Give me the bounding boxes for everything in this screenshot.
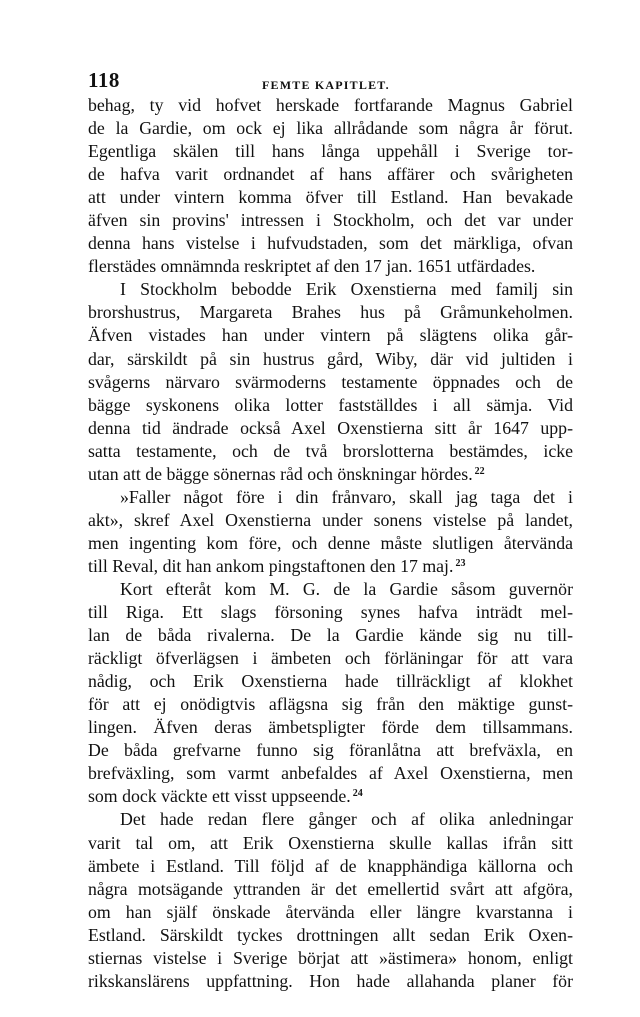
line-text: de hafva varit ordnandet af hans affärer och svårigheten (88, 164, 573, 185)
line-text: utan att de bägge sönernas råd och önskningar hördes. (88, 463, 473, 484)
text-line (88, 670, 573, 693)
text-line (88, 647, 573, 670)
line-text: satta testamente, och de två brorslotterna bestämdes, icke (88, 440, 573, 461)
line-text: som dock väckte ett visst uppseende. (88, 786, 351, 807)
line-text: akt», skref Axel Oxenstierna under sonens vistelse på landet, (88, 509, 573, 530)
text-line (88, 832, 573, 855)
text-line (88, 209, 573, 232)
text-line (88, 855, 573, 878)
line-text: Det hade redan flere gånger och af olika anledningar (120, 809, 573, 830)
line-text: brefväxling, som varmt anbefaldes af Axel Oxenstierna, men (88, 763, 573, 784)
line-text: men ingenting kom före, och denne måste slutligen återvända (88, 532, 573, 553)
text-line (88, 486, 573, 509)
text-line (88, 163, 573, 186)
footnote-marker: 24 (352, 788, 363, 800)
line-text: »Faller något före i din frånvaro, skall jag taga det i (120, 486, 573, 507)
line-text: bägge syskonens olika lotter fastställdes i all sämja. Vid (88, 394, 573, 415)
line-text: brorshustrus, Margareta Brahes hus på Gråmunkeholmen. (88, 302, 573, 323)
footnote-marker: 22 (474, 465, 485, 477)
text-line (88, 301, 573, 324)
text-line (88, 186, 573, 209)
text-line (88, 324, 573, 347)
line-text: stiernas vistelse i Sverige börjat att »ästimera» honom, enligt (88, 947, 573, 968)
line-text: lingen. Äfven deras ämbetspligter förde dem tillsammans. (88, 717, 573, 738)
line-text: några motsägande yttranden är det emellertid svårt att afgöra, (88, 878, 573, 899)
running-head: FEMTE KAPITLET. (262, 78, 390, 92)
text-line (88, 255, 573, 278)
line-text: nådig, och Erik Oxenstierna hade tillräckligt af klokhet (88, 671, 573, 692)
line-text: Egentliga skälen till hans långa uppehåll i Sverige tor- (88, 141, 573, 162)
line-text: räckligt öfverlägsen i ämbeten och förläningar för att vara (88, 648, 573, 669)
page-number: 118 (88, 68, 120, 92)
line-text: lan de båda rivalerna. De la Gardie kände sig nu till- (88, 625, 573, 646)
line-text: svågerns närvaro svärmoderns testamente öppnades och de (88, 371, 573, 392)
line-text: I Stockholm bebodde Erik Oxenstierna med familj sin (120, 279, 573, 300)
text-line (88, 970, 573, 993)
text-line (88, 578, 573, 601)
text-line (88, 878, 573, 901)
text-line (88, 232, 573, 255)
line-text: om han själf önskade återvända eller längre kvarstanna i (88, 901, 573, 922)
text-line (88, 117, 573, 140)
line-text: varit tal om, att Erik Oxenstierna skulle kallas ifrån sitt (88, 832, 573, 853)
text-line (88, 924, 573, 947)
text-line (88, 278, 573, 301)
text-line (88, 94, 573, 117)
line-text: ämbete i Estland. Till följd af de knapphändiga källorna och (88, 855, 573, 876)
line-text: äfven sin provins' intressen i Stockholm, och det var under (88, 210, 573, 231)
line-text: Estland. Särskildt tyckes drottningen allt sedan Erik Oxen- (88, 924, 573, 945)
text-line (88, 693, 573, 716)
text-line (88, 947, 573, 970)
text-line (88, 624, 573, 647)
text-line (88, 440, 573, 463)
line-text: rikskanslärens uppfattning. Hon hade allahanda planer för (88, 970, 573, 991)
text-line (88, 140, 573, 163)
text-line (88, 532, 573, 555)
text-line (88, 901, 573, 924)
text-line (88, 601, 573, 624)
text-line (88, 394, 573, 417)
line-text: behag, ty vid hofvet herskade fortfarande Magnus Gabriel (88, 95, 573, 115)
text-line (88, 762, 573, 785)
line-text: för att ej onödigtvis aflägsna sig från den mäktige gunst- (88, 694, 573, 715)
line-text: till Reval, dit han ankom pingstaftonen den 17 maj. (88, 555, 454, 576)
line-text: de la Gardie, om ock ej lika allrådande som några år förut. (88, 118, 573, 139)
text-line (88, 716, 573, 739)
line-text: denna tid ändrade också Axel Oxenstierna sitt år 1647 upp- (88, 417, 573, 438)
text-line (88, 555, 573, 578)
line-text: dar, särskildt på sin hustrus gård, Wiby, där vid jultiden i (88, 348, 573, 369)
line-text: Kort efteråt kom M. G. de la Gardie såsom guvernör (120, 578, 573, 599)
body-text (88, 94, 573, 993)
text-line (88, 739, 573, 762)
line-text: till Riga. Ett slags försoning synes hafva inträdt mel- (88, 602, 573, 623)
line-text: De båda grefvarne funno sig föranlåtna att brefväxla, en (88, 740, 573, 761)
text-line (88, 417, 573, 440)
text-line (88, 509, 573, 532)
text-line (88, 371, 573, 394)
text-line (88, 463, 573, 486)
line-text: Äfven vistades han under vintern på slägtens olika går- (88, 325, 573, 346)
footnote-marker: 23 (455, 557, 466, 569)
text-line (88, 808, 573, 831)
line-text: att under vintern komma öfver till Estland. Han bevakade (88, 187, 573, 208)
line-text: denna hans vistelse i hufvudstaden, som det märkliga, ofvan (88, 233, 573, 254)
line-text: flerstädes omnämnda reskriptet af den 17 jan. 1651 utfärdades. (88, 256, 536, 277)
text-line (88, 348, 573, 371)
text-line (88, 785, 573, 808)
